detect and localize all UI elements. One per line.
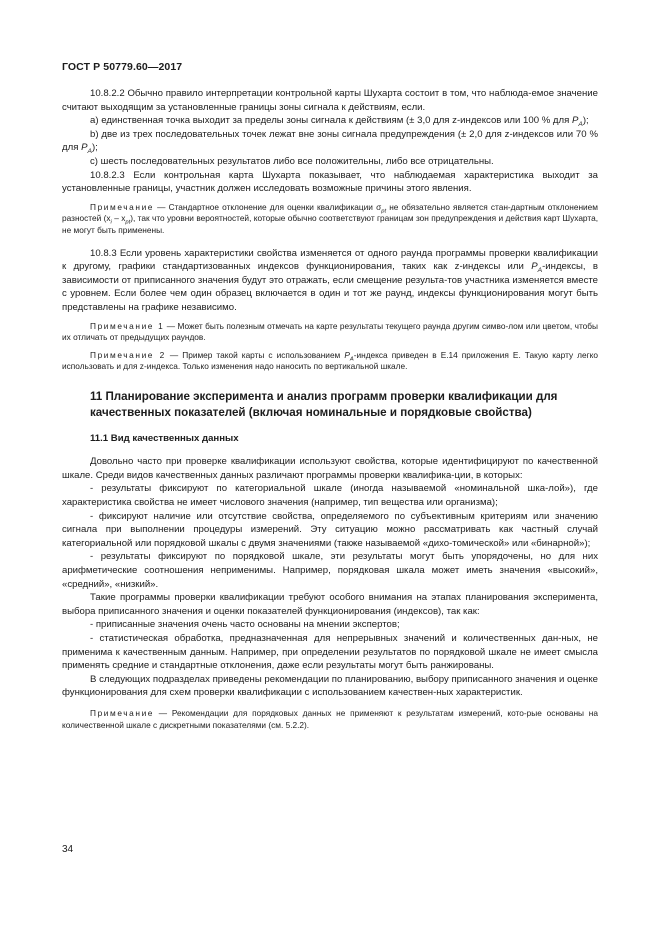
page-number: 34 [62,844,74,855]
bullet-expert-opinion: - приписанные значения очень часто основаны на мнении экспертов; [90,619,400,631]
list-item-c: с) шесть последовательных результатов либо все положительны, либо все отрицательны. [90,155,494,167]
note-std-deviation: Примечание — Стандартное отклонение для оценки квалификации $\sigma_{pt}$ не обязательно является стан-дартным отклонением разностей $(x_i - x_{pt})$, так что уровни вероятностей, которые обычно соответствуют границам зон предупреждения и действия карт Шухарта, не могут быть применены. [62,201,598,235]
bullet-categorical: - результаты фиксируют по категориальной шкале (иногда называемой «номинальной шка-лой»), где характеристика свойства не имеет числового значения (например, тип вещества или организма); [62,483,598,509]
list-item-b: b) две из трех последовательных точек лежат вне зоны сигнала предупреждения (± 2,0 для z-индексов или 70 % для $P_A$); [62,128,598,156]
note-ordinal-data: Примечание — Рекомендации для порядковых данных не применяют к результатам измерений, кото-рые основаны на количественной шкале с дискретными показателями (см. 5.2.2). [62,707,598,730]
note-2: Примечание 2 — Пример такой карты с использованием $P_A$-индекса приведен в Е.14 приложения Е. Такую карту легко использовать и для z-индекса. Только изменения надо наносить по вертикальной шкале. [62,349,598,372]
section-11-heading: 11 Планирование эксперимента и анализ программ проверки квалификации для качественных показателей (включая номинальные и порядковые свойства) [90,389,558,420]
bullet-statistics: - статистическая обработка, предназначенная для непрерывных значений и количественных дан-ных, не применима к качественным данным. Например, при определении результатов по порядковой шкале не имеет смысла применять средние и стандартные отклонения, даже если результаты могут быть ранжированы. [62,633,598,672]
paragraph-special-attention: Такие программы проверки квалификации требуют особого внимания на этапах планирования эксперимента, выбора приписанного значения и оценки показателей функционирования (индексов), так как: [62,592,598,617]
subsection-11-1-heading: 11.1 Вид качественных данных [90,432,239,444]
bullet-ordinal: - результаты фиксируют по порядковой шкале, эти результаты могут быть упорядочены, но для них арифметические соотношения неприменимы. Например, порядковая шкала может иметь значения «высокий», «средний», «низкий». [62,551,598,590]
standard-header: ГОСТ Р 50779.60—2017 [62,61,183,73]
paragraph-10-8-3: 10.8.3 Если уровень характеристики свойства изменяется от одного раунда программы проверки квалификации к другому, графики стандартизованных индексов функционирования, таких как z-индексы или $P_A$-индексы, в зависимости от приписанного значения будут это отражать, если смещение результа-тов участника изменяется вместе с уровнем. Если более чем один образец включается в один и тот же раунд, индексы функционирования могут быть представлены на графике независимо. [62,247,598,313]
paragraph-10-8-2-3: 10.8.2.3 Если контрольная карта Шухарта показывает, что наблюдаемая характеристика выходит за установленные границы, участник должен исследовать возможные причины этого явления. [62,169,598,195]
list-item-a: а) единственная точка выходит за пределы зоны сигнала к действиям (± 3,0 для z-индексов или 100 % для $P_A$); [90,115,589,129]
note-1: Примечание 1 — Может быть полезным отмечать на карте результаты текущего раунда другим симво-лом или цветом, чтобы их отличать от предыдущих раундов. [62,320,598,343]
paragraph-10-8-2-2: 10.8.2.2 Обычно правило интерпретации контрольной карты Шухарта состоит в том, что наблюда-емое значение считают выходящим за установленные границы зоны сигнала к действиям, если. [62,88,598,113]
page-content [62,87,598,731]
bullet-presence: - фиксируют наличие или отсутствие свойства, определяемого по субъективным критериям или значению сигнала при выполнении процедуры измерений. Эту ситуацию можно рассматривать как частный случай категориальной или порядковой шкалы с двумя значениями (также называемой «дихо-томической» или «бинарной»); [62,510,598,549]
paragraph-next-subsections: В следующих подразделах приведены рекомендации по планированию, выбору приписанного значения и оценке функционирования для схем проверки квалификации с использованием качествен-ных характеристик. [62,673,598,699]
paragraph-11-1-intro: Довольно часто при проверке квалификации используют свойства, которые идентифицируют по качественной шкале. Среди видов качественных данных различают программы проверки квалифика-ции, в которых: [62,456,598,481]
